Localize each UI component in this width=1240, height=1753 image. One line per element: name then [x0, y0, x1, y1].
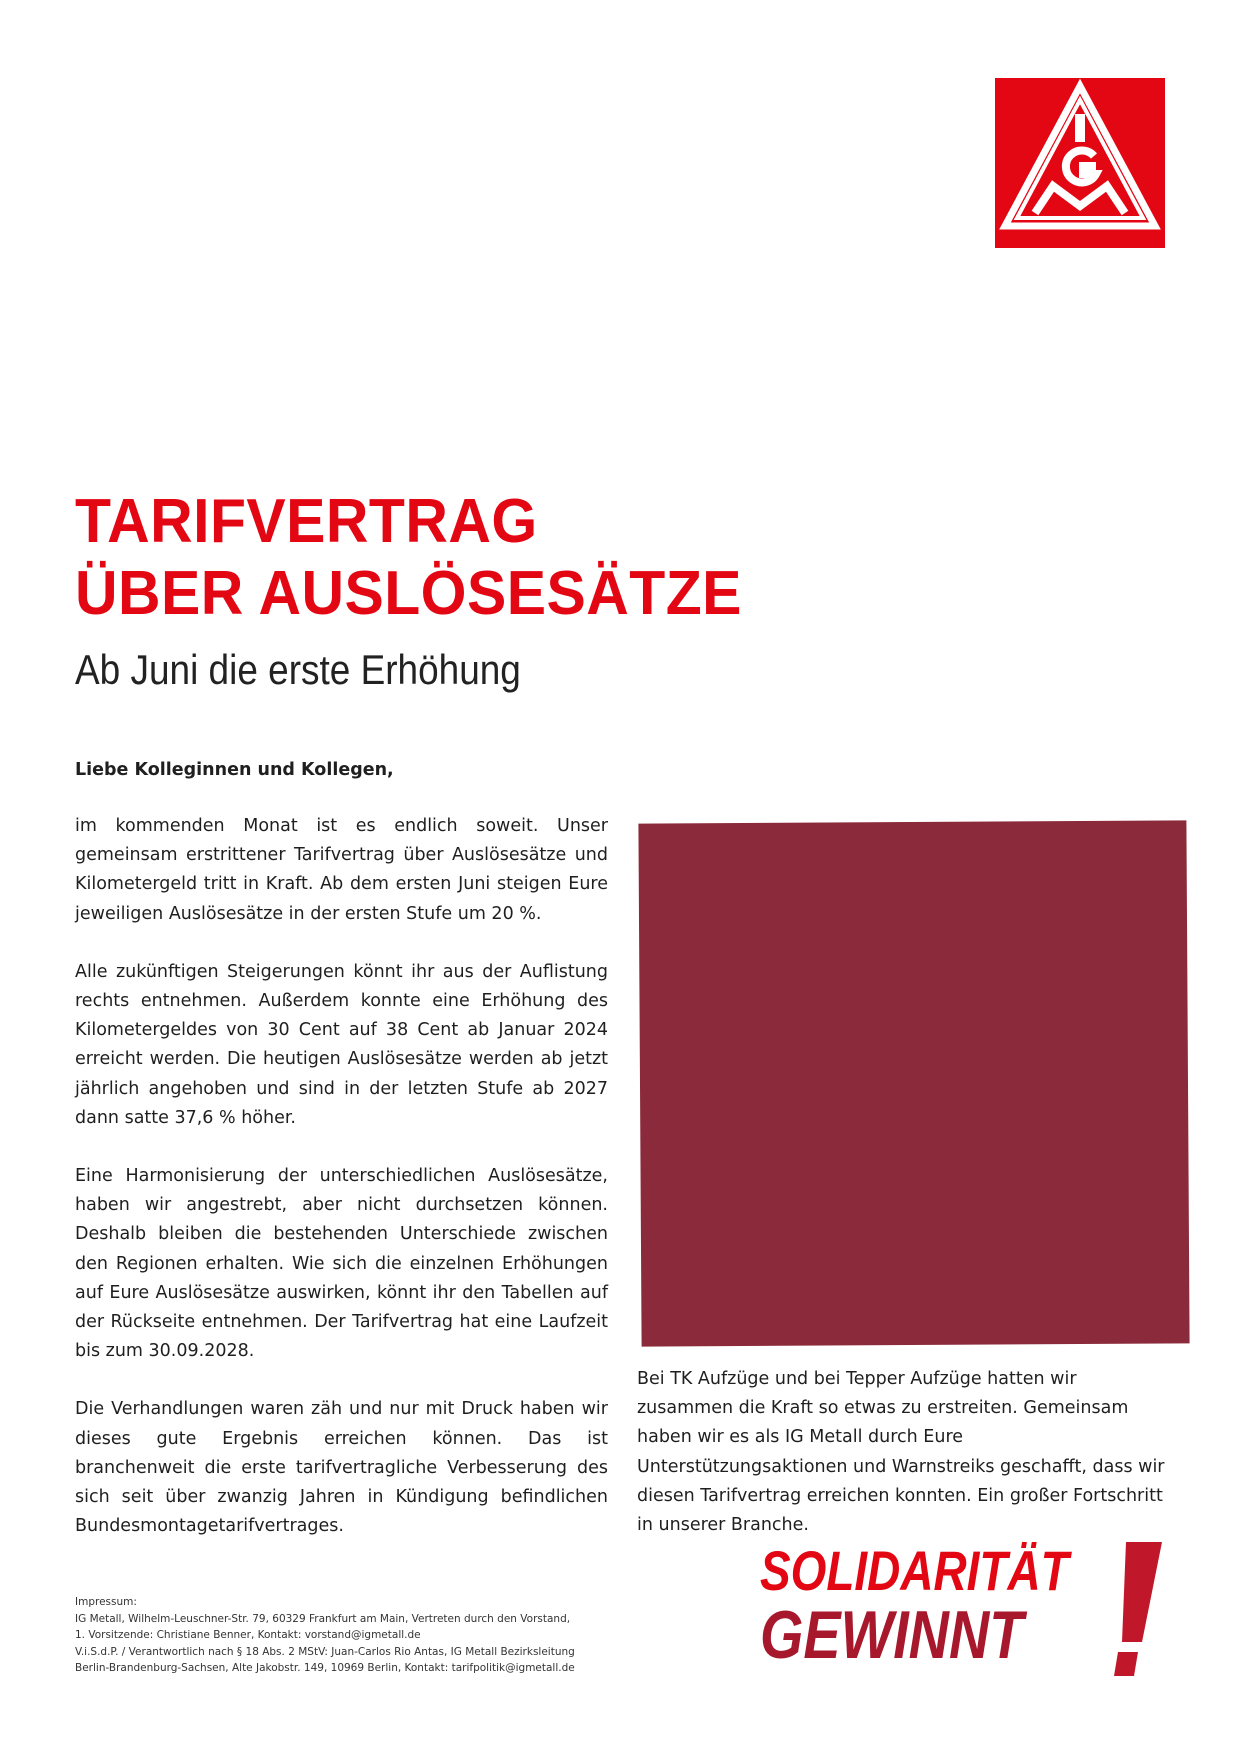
- page-title: [75, 486, 742, 630]
- slogan-line1: SOLIDARITÄT: [760, 1539, 1069, 1602]
- impressum-line: IG Metall, Wilhelm-Leuschner-Str. 79, 60329 Frankfurt am Main, Vertreten durch den Vorstand,: [75, 1612, 571, 1625]
- slogan-logo: [760, 1539, 1180, 1682]
- body-paragraph: Alle zukünftigen Steigerungen könnt ihr aus der Auflistung rechts entnehmen. Außerdem konnte eine Erhöhung des Kilometergeldes von 30 Cent auf 38 Cent ab Januar 2024 erreicht werden. Die heutigen Auslösesätze werden ab jetzt jährlich angehoben und sind in der letzten Stufe ab 2027 dann satte 37,6 % höher.: [75, 961, 608, 1128]
- photo-caption-text: Bei TK Aufzüge und bei Tepper Aufzüge hatten wir zusammen die Kraft so etwas zu erstreiten. Gemeinsam haben wir es als IG Metall durch Eure Unterstützungsaktionen und Warnstreiks geschafft, dass wir diesen Tarifvertrag erreichen konnten. Ein großer Fortschritt in unserer Branche.: [637, 1369, 1165, 1536]
- greeting: Liebe Kolleginnen und Kollegen,: [75, 760, 394, 780]
- body-text-column: [75, 812, 608, 1570]
- impressum-heading: Impressum:: [75, 1596, 137, 1608]
- impressum-line: V.i.S.d.P. / Verantwortlich nach § 18 Abs. 2 MStV: Juan-Carlos Rio Antas, IG Metall Bezirksleitung: [75, 1645, 575, 1658]
- body-paragraph: im kommenden Monat ist es endlich soweit. Unser gemeinsam erstrittener Tarifvertrag über Auslösesätze und Kilometergeld tritt in Kraft. Ab dem ersten Juni steigen Eure jeweiligen Auslösesätze in der ersten Stufe um 20 %.: [75, 816, 608, 924]
- impressum: [75, 1594, 635, 1677]
- impressum-line: 1. Vorsitzende: Christiane Benner, Kontakt: vorstand@igmetall.de: [75, 1629, 421, 1641]
- body-paragraph: Eine Harmonisierung der unterschiedlichen Auslösesätze, haben wir angestrebt, aber nicht durchsetzen können. Deshalb bleiben die bestehenden Unterschiede zwischen den Regionen erhalten. Wie sich die einzelnen Erhöhungen auf Eure Auslösesätze auswirken, könnt ihr den Tabellen auf der Rückseite entnehmen. Der Tarifvertrag hat eine Laufzeit bis zum 30.09.2028.: [75, 1166, 608, 1362]
- exclamation-mark-icon: [1104, 1542, 1164, 1682]
- ig-metall-logo: [995, 78, 1165, 248]
- impressum-line: Berlin-Brandenburg-Sachsen, Alte Jakobstr. 149, 10969 Berlin, Kontakt: tarifpolitik@igmetall.de: [75, 1662, 575, 1674]
- page-subtitle: Ab Juni die erste Erhöhung: [75, 646, 521, 693]
- slogan-line2: GEWINNT: [760, 1597, 1024, 1673]
- photo-placeholder: [638, 820, 1189, 1346]
- page-title-line2: ÜBER AUSLÖSESÄTZE: [75, 559, 742, 628]
- body-paragraph: Die Verhandlungen waren zäh und nur mit Druck haben wir dieses gute Ergebnis erreichen können. Das ist branchenweit die erste tarifvertragliche Verbesserung des sich seit über zwanzig Jahren in Kündigung befindlichen Bundesmontagetarifvertrages.: [75, 1399, 608, 1537]
- page-title-line1: TARIFVERTRAG: [75, 487, 538, 556]
- ig-metall-triangle-icon: [995, 78, 1165, 248]
